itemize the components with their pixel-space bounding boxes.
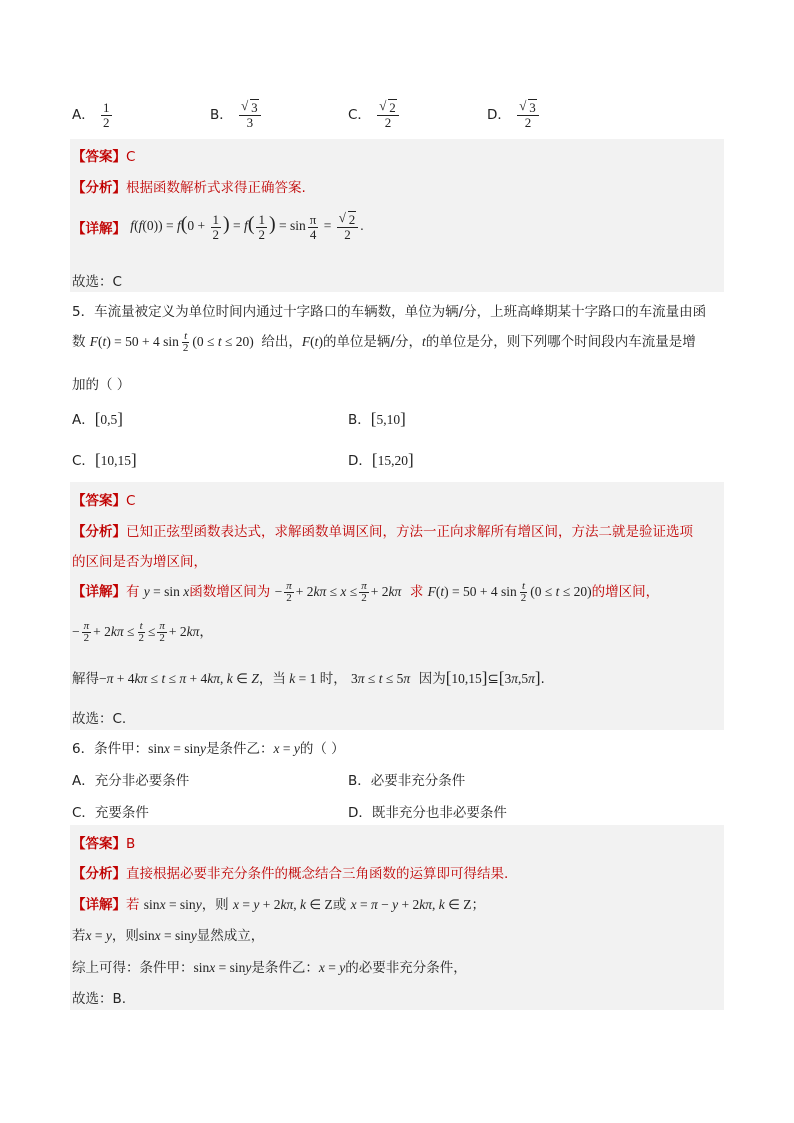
q6-solution-panel (70, 825, 724, 1010)
q5-stem-line1: 5．车流量被定义为单位时间内通过十字路口的车辆数，单位为辆/分，上班高峰期某十字路口的车流量由函 (72, 304, 707, 320)
q6-option-d: D．既非充分也非必要条件 (348, 805, 507, 821)
q6-choice: 故选：B. (72, 991, 127, 1007)
q5-analysis-line2: 的区间是否为增区间， (72, 554, 207, 570)
q5-detail-line3: 解得−π + 4kπ ≤ t ≤ π + 4kπ, k ∈ Z，当 k = 1 时， 3π ≤ t ≤ 5π 因为[10,15]⊆[3π,5π]. (72, 668, 545, 687)
q4-option-a: A． $\frac{1}{2}$ (72, 100, 110, 130)
q5-option-d: D．[15,20] (348, 450, 414, 469)
q5-option-c: C．[10,15] (72, 450, 137, 469)
q4-analysis: 【分析】根据函数解析式求得正确答案. (72, 180, 306, 196)
q4-option-d-fraction: √ $\frac{3}{2}$ (517, 101, 539, 129)
q6-option-b: B．必要非充分条件 (348, 773, 466, 789)
q6-answer: 【答案】B (72, 836, 136, 852)
q5-detail-line2: − $\frac{\pi}{2}$ + 2kπ ≤ $\frac{t}{2}$ ≤ $\frac{\pi}{2}$ + 2kπ， (72, 619, 213, 645)
q6-stem: 6．条件甲：sinx = siny是条件乙：x = y的（ ） (72, 741, 345, 757)
q5-analysis-line1: 【分析】已知正弦型函数表达式，求解函数单调区间，方法一正向求解所有增区间，方法二就是验证选项 (72, 524, 693, 540)
q4-option-a-fraction: $\frac{1}{2}$ (103, 100, 110, 130)
q5-stem-line3: 加的（ ） (72, 377, 131, 393)
q4-option-c-fraction: √ $\frac{2}{2}$ (377, 101, 399, 129)
q4-detail-formula: f(f(0)) = f(0 + $\frac{1}{2}$ ) = f( $\frac{1}{2}$ ) = sin $\frac{\pi}{4}$ = √ $\frac{2}{2}$ . (130, 218, 363, 233)
q5-option-a: A．[0,5] (72, 409, 123, 428)
q6-detail-line1: 【详解】若 sinx = siny，则 x = y + 2kπ, k ∈ Z或 x = π − y + 2kπ, k ∈ Z； (72, 897, 485, 913)
q4-option-c: C． √ $\frac{2}{2}$ (348, 101, 401, 129)
q5-answer: 【答案】C (72, 493, 136, 509)
q5-stem-line2: 数 F(t) = 50 + 4 sin $\frac{t}{2}$ (0 ≤ t ≤ 20) 给出，F(t)的单位是辆/分，t的单位是分，则下列哪个时间段内车流量是增 (72, 329, 696, 355)
q4-option-d: D． √ $\frac{3}{2}$ (487, 101, 541, 129)
q6-analysis: 【分析】直接根据必要非充分条件的概念结合三角函数的运算即可得结果. (72, 866, 509, 882)
q5-choice: 故选：C. (72, 711, 127, 727)
q6-detail-line2: 若x = y，则sinx = siny显然成立， (72, 928, 265, 944)
q6-option-c: C．充要条件 (72, 805, 149, 821)
q4-detail: 【详解】 f(f(0)) = f(0 + $\frac{1}{2}$ ) = f( $\frac{1}{2}$ ) = sin $\frac{\pi}{4}$ = √ $\frac{2}{2}$ . (72, 213, 364, 241)
q4-option-b: B． √ $\frac{3}{3}$ (210, 101, 263, 129)
q4-choice: 故选：C (72, 274, 122, 290)
q4-answer: 【答案】C (72, 149, 136, 165)
q6-option-a: A．充分非必要条件 (72, 773, 190, 789)
q6-detail-line3: 综上可得：条件甲：sinx = siny是条件乙：x = y的必要非充分条件， (72, 960, 467, 976)
q5-option-b: B．[5,10] (348, 409, 406, 428)
q4-option-b-fraction: √ $\frac{3}{3}$ (239, 101, 261, 129)
q5-detail-line1: 【详解】有 y = sin x函数增区间为 − $\frac{\pi}{2}$ + 2kπ ≤ x ≤ $\frac{\pi}{2}$ + 2kπ 求 F(t) = 50 + 4 sin $\frac{t}{2}$ (0 ≤ t ≤ 20)的增区间， (72, 579, 660, 605)
q5-function-formula: F(t) = 50 + 4 sin $\frac{t}{2}$ (0 ≤ t ≤ 20) (89, 329, 258, 355)
